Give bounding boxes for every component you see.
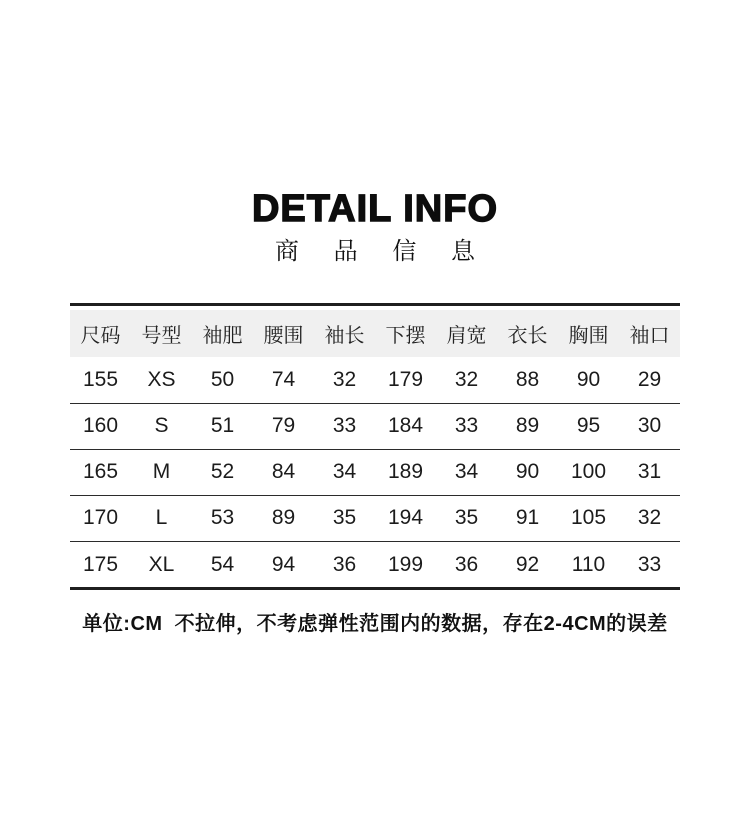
table-cell: M: [152, 460, 171, 484]
table-cell: 92: [515, 552, 540, 576]
table-cell: 53: [210, 506, 235, 530]
table-cell: 175: [82, 552, 119, 576]
size-table: [70, 310, 680, 587]
column-header-3: 袖肥: [192, 310, 253, 357]
table-cell: 90: [576, 368, 601, 392]
table-cell: 184: [387, 414, 424, 438]
table-cell: 91: [515, 506, 540, 530]
column-header-1: 尺码: [70, 310, 131, 357]
table-row: [70, 495, 680, 541]
table-row: [70, 541, 680, 587]
product-size-detail-page: [0, 188, 750, 823]
table-row: [70, 449, 680, 495]
table-row: [70, 357, 680, 403]
table-cell: 189: [387, 460, 424, 484]
column-header-6: 下摆: [375, 310, 436, 357]
table-cell: 34: [332, 460, 357, 484]
table-cell: 34: [454, 460, 479, 484]
column-header-9: 胸围: [558, 310, 619, 357]
table-cell: 32: [454, 368, 479, 392]
table-cell: 74: [271, 368, 296, 392]
table-cell: 36: [332, 552, 357, 576]
unit-note: 单位:CM 不拉伸，不考虑弹性范围内的数据，存在2-4CM的误差: [82, 613, 668, 636]
table-body: [70, 357, 680, 587]
table-cell: 36: [454, 552, 479, 576]
table-cell: 52: [210, 460, 235, 484]
table-cell: 89: [271, 506, 296, 530]
table-cell: 90: [515, 460, 540, 484]
table-cell: 100: [570, 460, 607, 484]
table-cell: XS: [147, 368, 176, 392]
table-cell: 79: [271, 414, 296, 438]
table-cell: 35: [454, 506, 479, 530]
table-cell: 54: [210, 552, 235, 576]
table-cell: 29: [637, 368, 662, 392]
table-cell: 33: [332, 414, 357, 438]
table-cell: 32: [637, 506, 662, 530]
table-cell: 33: [637, 552, 662, 576]
table-cell: 194: [387, 506, 424, 530]
table-cell: 95: [576, 414, 601, 438]
table-cell: 35: [332, 506, 357, 530]
table-cell: 155: [82, 368, 119, 392]
page-title: DETAIL INFO: [251, 188, 499, 230]
table-cell: 179: [387, 368, 424, 392]
table-cell: 160: [82, 414, 119, 438]
column-header-4: 腰围: [253, 310, 314, 357]
table-cell: XL: [148, 552, 175, 576]
column-header-8: 衣长: [497, 310, 558, 357]
table-cell: 51: [210, 414, 235, 438]
column-header-5: 袖长: [314, 310, 375, 357]
table-cell: 84: [271, 460, 296, 484]
table-cell: 30: [637, 414, 662, 438]
column-header-2: 号型: [131, 310, 192, 357]
table-cell: 33: [454, 414, 479, 438]
table-cell: S: [154, 414, 169, 438]
table-cell: 32: [332, 368, 357, 392]
table-cell: 165: [82, 460, 119, 484]
column-header-7: 肩宽: [436, 310, 497, 357]
table-cell: 94: [271, 552, 296, 576]
table-cell: 89: [515, 414, 540, 438]
table-cell: 105: [570, 506, 607, 530]
title-block: [0, 188, 750, 266]
table-row: [70, 403, 680, 449]
table-cell: 199: [387, 552, 424, 576]
table-cell: 170: [82, 506, 119, 530]
table-cell: 110: [571, 552, 606, 576]
page-subtitle: 商 品 信 息: [274, 237, 489, 265]
table-cell: 31: [637, 460, 662, 484]
size-chart-table: [70, 303, 680, 590]
table-cell: L: [155, 506, 168, 530]
table-cell: 50: [210, 368, 235, 392]
column-header-10: 袖口: [619, 310, 680, 357]
table-header-row: [70, 310, 680, 357]
table-cell: 88: [515, 368, 540, 392]
